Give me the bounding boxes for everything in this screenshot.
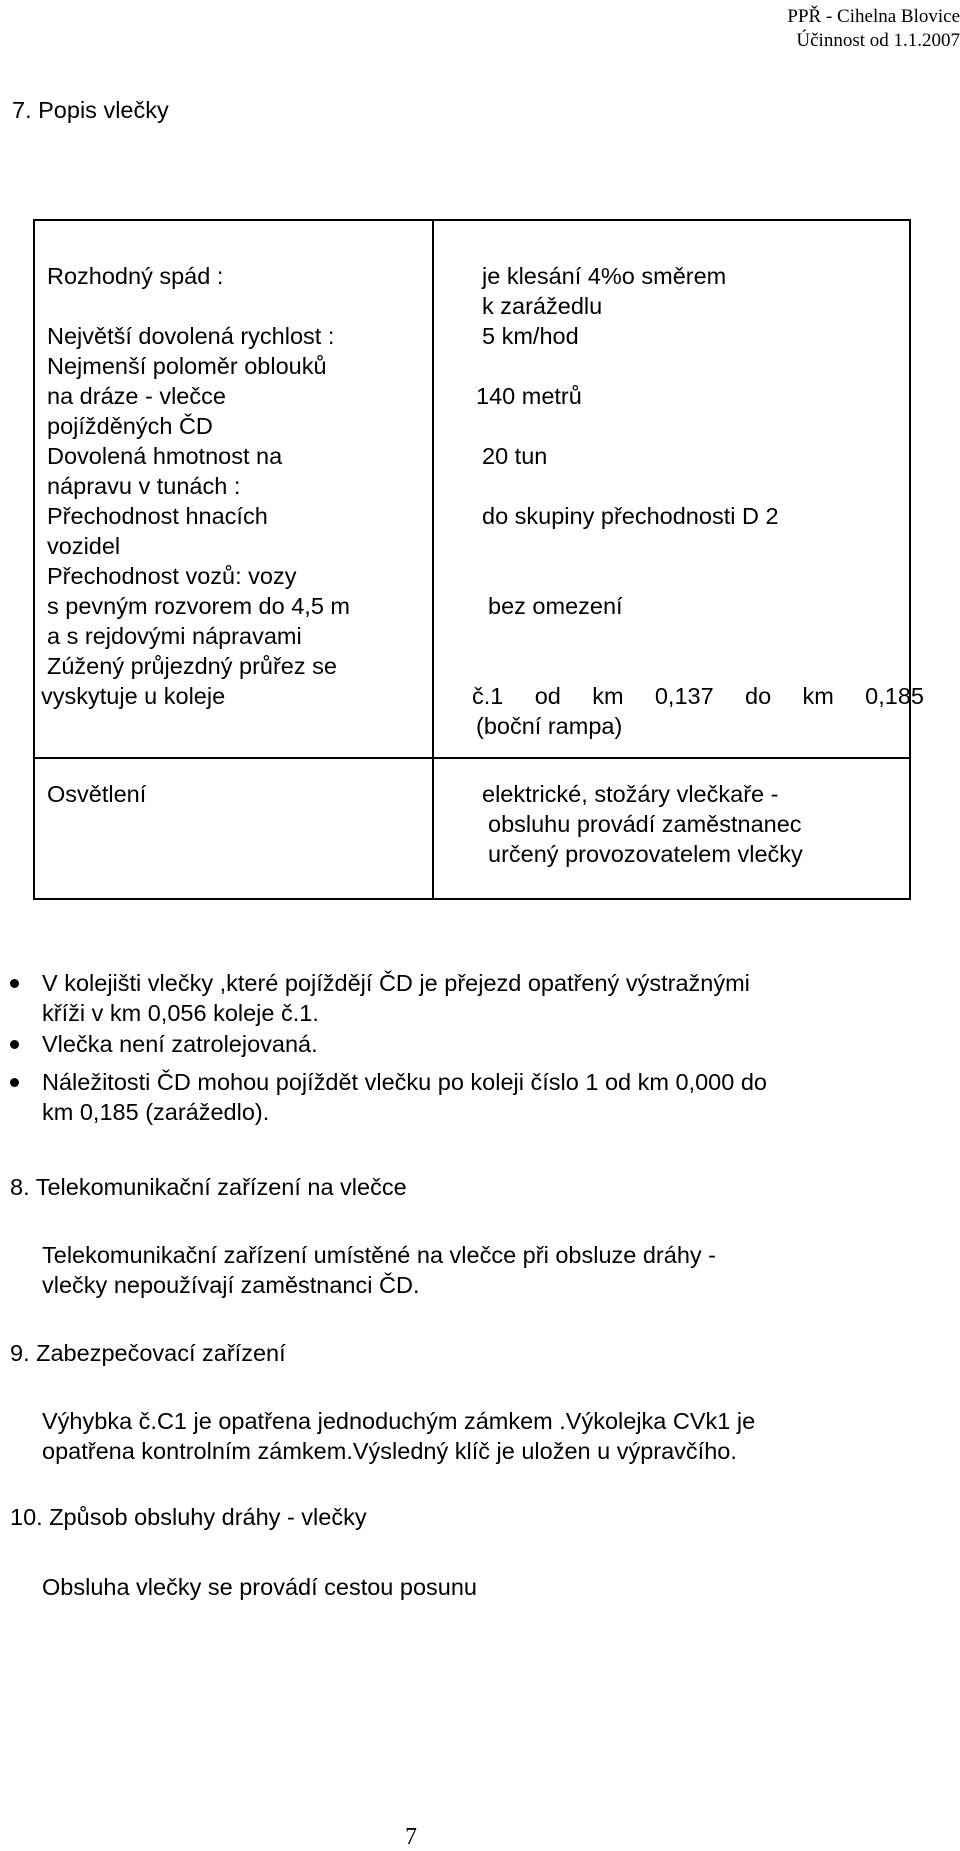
page-number: 7 bbox=[405, 1824, 417, 1850]
section-8-title: 8. Telekomunikační zařízení na vlečce bbox=[10, 1174, 407, 1200]
value-line: do skupiny přechodnosti D 2 bbox=[482, 503, 779, 529]
labels-cell bbox=[34, 220, 433, 758]
label-line: pojížděných ČD bbox=[47, 413, 213, 439]
list-item: Vlečka není zatrolejovaná. bbox=[42, 1031, 318, 1057]
section-8-body-line: Telekomunikační zařízení umístěné na vlečce při obsluze dráhy - bbox=[42, 1242, 716, 1268]
value-line: určený provozovatelem vlečky bbox=[488, 841, 803, 867]
value-line: obsluhu provádí zaměstnanec bbox=[488, 811, 802, 837]
label-line: Osvětlení bbox=[47, 781, 147, 807]
header-line-1: PPŘ - Cihelna Blovice bbox=[787, 6, 960, 27]
value-line: (boční rampa) bbox=[476, 713, 623, 739]
section-10-title: 10. Způsob obsluhy dráhy - vlečky bbox=[10, 1504, 367, 1530]
values-cell bbox=[433, 758, 910, 899]
header-line-2: Účinnost od 1.1.2007 bbox=[796, 30, 960, 51]
labels-cell bbox=[34, 758, 433, 899]
value-line: k zarážedlu bbox=[482, 293, 603, 319]
section-9-title: 9. Zabezpečovací zařízení bbox=[10, 1340, 286, 1366]
track-description-table bbox=[33, 219, 924, 900]
label-line: Nejmenší poloměr oblouků bbox=[47, 353, 327, 379]
value-line-justified bbox=[472, 681, 924, 711]
label-line: vozidel bbox=[47, 533, 121, 559]
value-line: č.1 od km 0,137 do km 0,185 bbox=[472, 683, 924, 709]
value-line: bez omezení bbox=[488, 593, 623, 619]
section-9-body-line: opatřena kontrolním zámkem.Výsledný klíč je uložen u výpravčího. bbox=[42, 1438, 737, 1464]
document-header bbox=[560, 5, 960, 53]
list-item: V kolejišti vlečky ,které pojíždějí ČD je přejezd opatřený výstražnými bbox=[42, 970, 750, 996]
label-line: Největší dovolená rychlost : bbox=[47, 323, 335, 349]
label-line: Rozhodný spád : bbox=[47, 263, 224, 289]
label-line: vyskytuje u koleje bbox=[41, 683, 226, 709]
label-line: Přechodnost hnacích bbox=[47, 503, 268, 529]
table-row bbox=[34, 758, 910, 899]
bullet-icon bbox=[10, 979, 19, 988]
bullet-icon bbox=[10, 1040, 19, 1049]
list-item: km 0,185 (zarážedlo). bbox=[42, 1099, 270, 1125]
section-8-body-line: vlečky nepoužívají zaměstnanci ČD. bbox=[42, 1272, 420, 1298]
value-line: 5 km/hod bbox=[482, 323, 579, 349]
value-line: 20 tun bbox=[482, 443, 548, 469]
label-line: s pevným rozvorem do 4,5 m bbox=[47, 593, 350, 619]
value-line: je klesání 4%o směrem bbox=[482, 263, 727, 289]
section-7-title: 7. Popis vlečky bbox=[12, 97, 169, 123]
list-item: Náležitosti ČD mohou pojíždět vlečku po koleji číslo 1 od km 0,000 do bbox=[42, 1069, 767, 1095]
label-line: Dovolená hmotnost na bbox=[47, 443, 283, 469]
label-line: a s rejdovými nápravami bbox=[47, 623, 302, 649]
values-cell bbox=[433, 220, 924, 758]
bullet-icon bbox=[10, 1078, 19, 1087]
label-line: Přechodnost vozů: vozy bbox=[47, 563, 297, 589]
label-line: na dráze - vlečce bbox=[47, 383, 226, 409]
value-line: 140 metrů bbox=[476, 383, 582, 409]
list-item: kříži v km 0,056 koleje č.1. bbox=[42, 1000, 319, 1026]
section-10-body-line: Obsluha vlečky se provádí cestou posunu bbox=[42, 1574, 478, 1600]
section-9-body-line: Výhybka č.C1 je opatřena jednoduchým zámkem .Výkolejka CVk1 je bbox=[42, 1408, 756, 1434]
label-line: nápravu v tunách : bbox=[47, 473, 241, 499]
value-line: elektrické, stožáry vlečkaře - bbox=[482, 781, 779, 807]
table-row bbox=[34, 220, 910, 758]
label-line: Zúžený průjezdný průřez se bbox=[47, 653, 337, 679]
